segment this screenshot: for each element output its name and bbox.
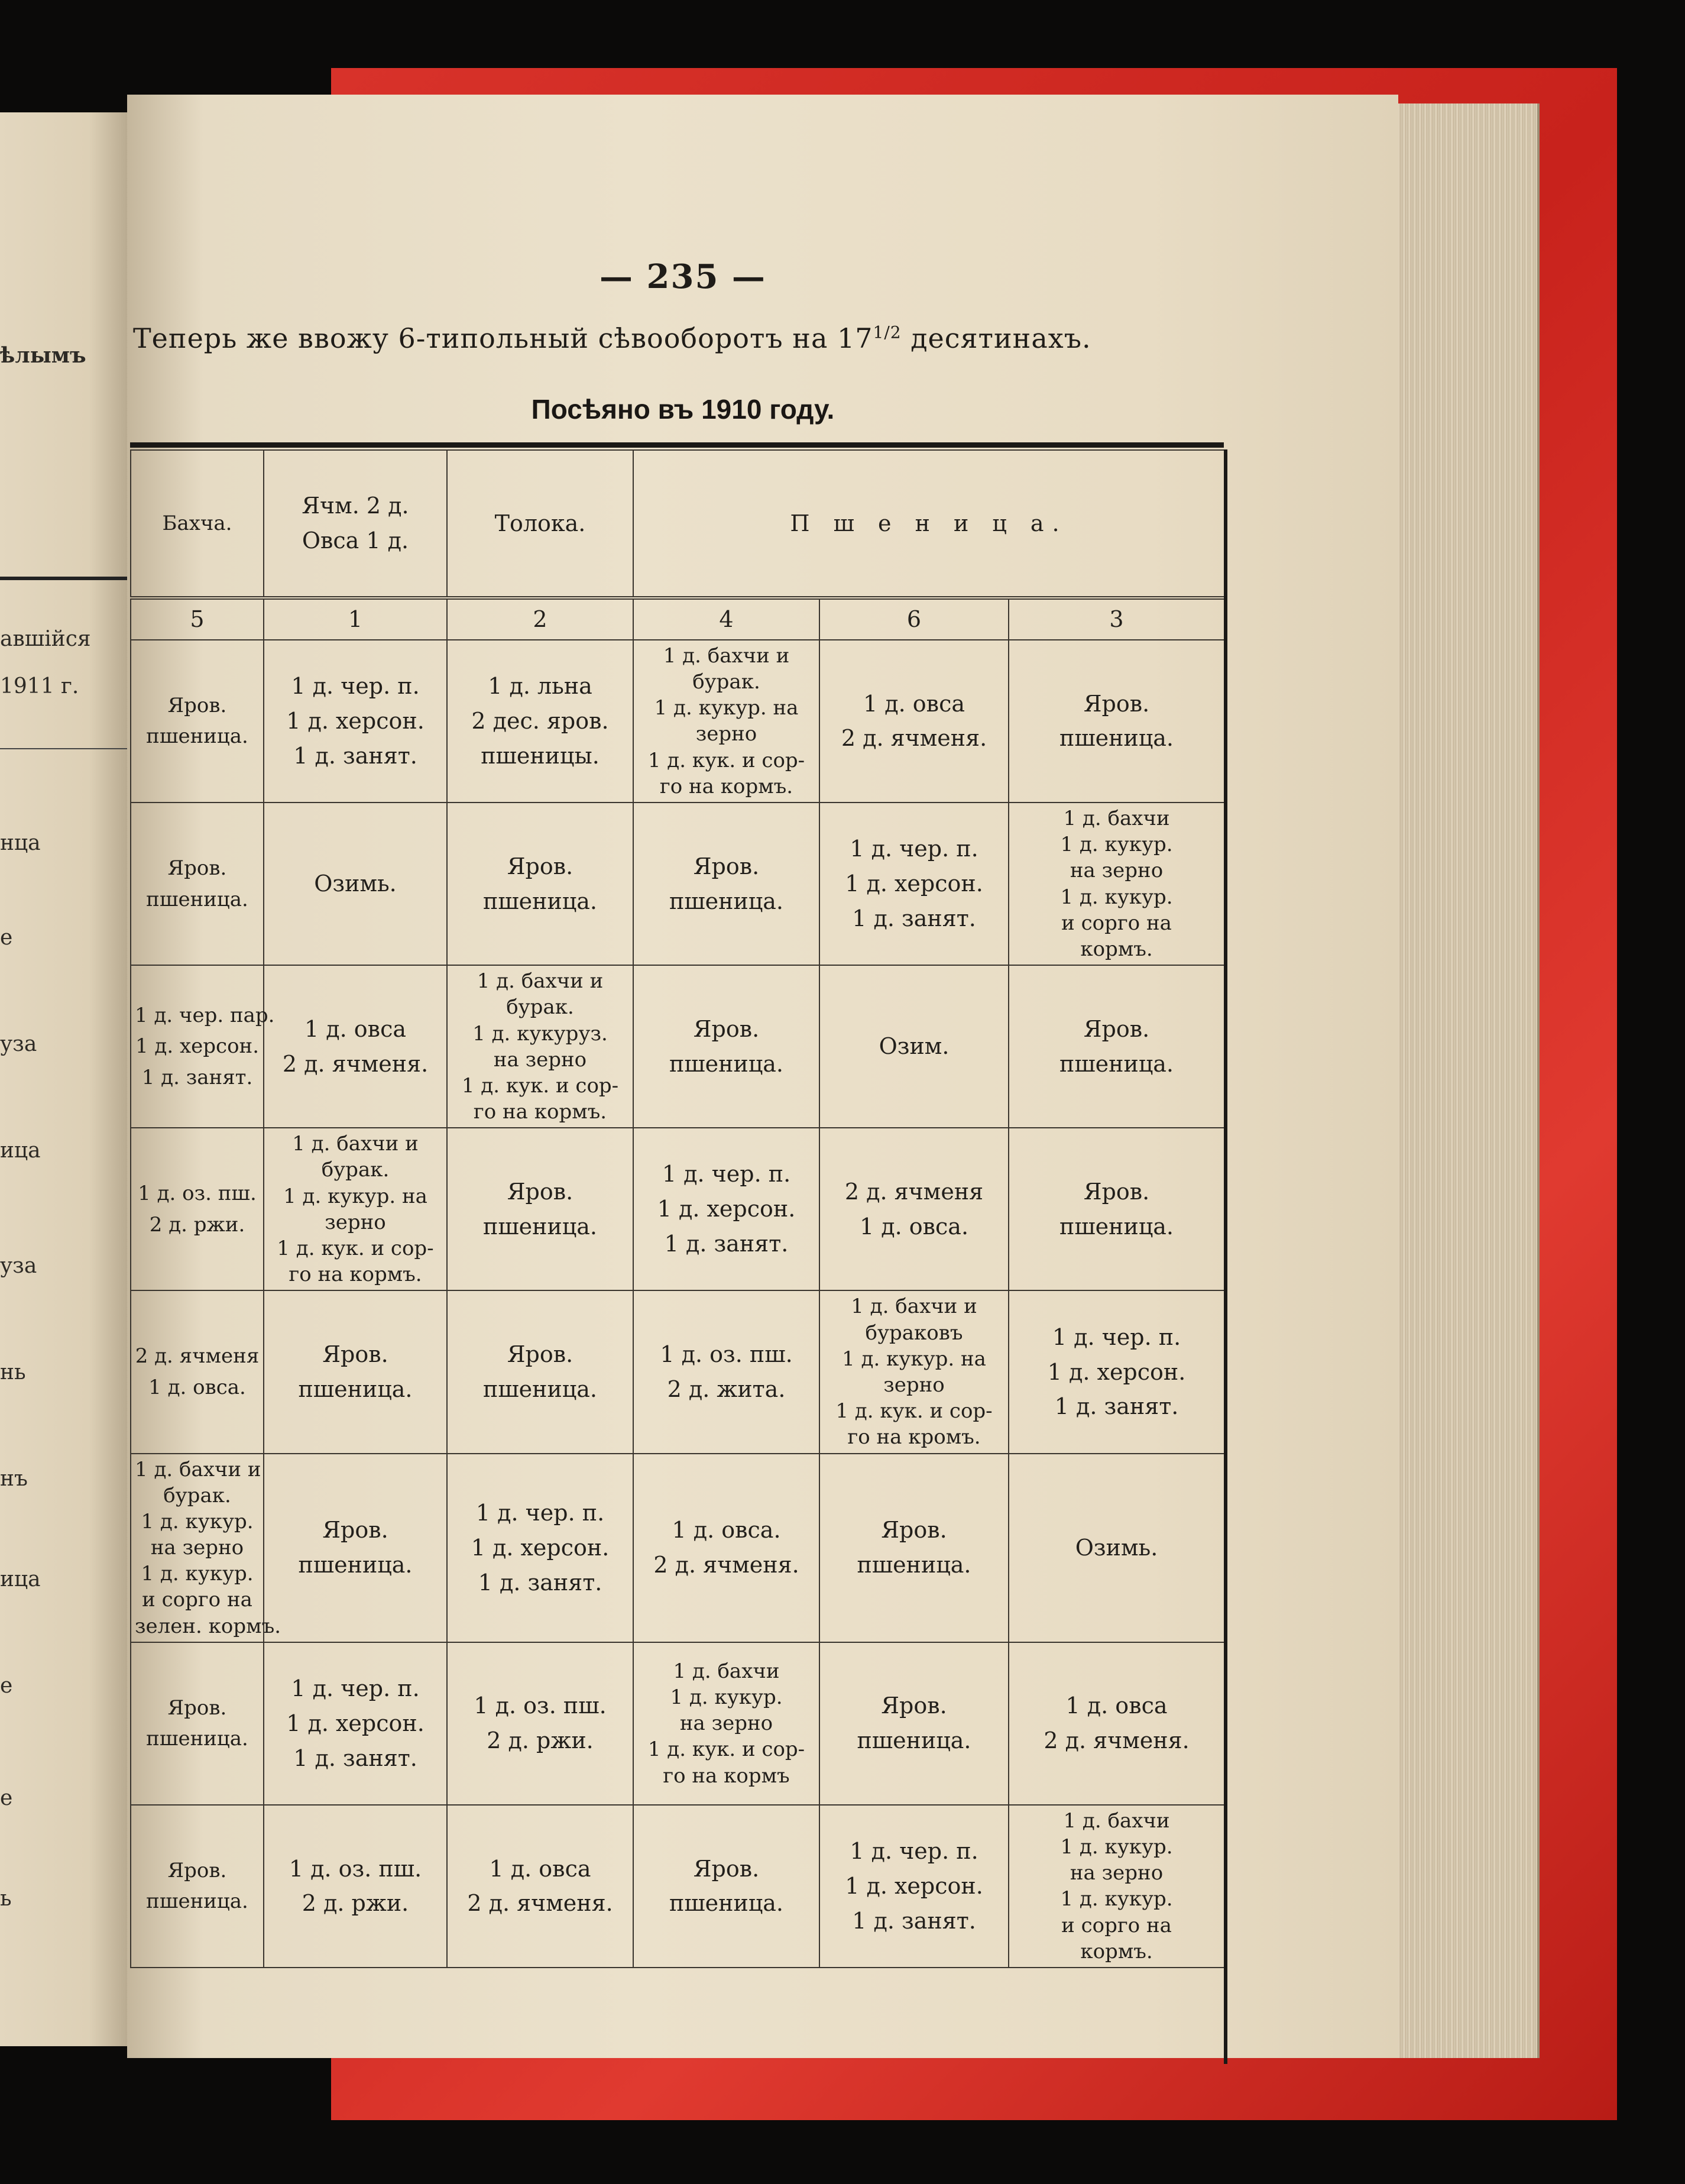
- cell-line: 1 д. кук. и сор-: [647, 748, 805, 772]
- cell-line: зерно: [883, 1373, 945, 1397]
- table-cell: [131, 1642, 264, 1805]
- table-cell: [1009, 1128, 1224, 1290]
- cell-line: 1 д. кукур.: [141, 1509, 254, 1533]
- cell-line: Яров.: [167, 1696, 227, 1720]
- cell-line: бураковъ: [865, 1321, 963, 1345]
- cell-line: 1 д. бахчи: [1063, 1808, 1170, 1833]
- cell-line: пшеница.: [857, 1552, 971, 1578]
- cell-line: 1 д. бахчи и: [292, 1132, 419, 1156]
- table-cell: [1009, 1805, 1224, 1968]
- cell-line: Яров.: [693, 853, 760, 879]
- table-cell: [1009, 1454, 1224, 1642]
- cell-line: Яров.: [1083, 690, 1150, 717]
- cell-line: 1 д. бахчи: [673, 1659, 780, 1683]
- cell-line: Яров.: [1083, 1178, 1150, 1205]
- cell-line: го на кормъ.: [659, 774, 793, 798]
- cell-line: 1 д. овса.: [148, 1375, 246, 1399]
- table-cell: [1009, 640, 1224, 803]
- cell-line: 1 д. оз. пш.: [138, 1182, 257, 1206]
- table-cell: [131, 640, 264, 803]
- field-number-cell: 6: [819, 598, 1009, 640]
- cell-line: пшеница.: [483, 888, 597, 914]
- cell-line: 1 д. кукур. на: [654, 696, 799, 720]
- cell-line: 2 д. жита.: [667, 1376, 786, 1402]
- cell-line: 1 д. овса.: [859, 1213, 969, 1240]
- cell-line: 2 д. ячменя.: [841, 725, 987, 752]
- cell-line: Яров.: [881, 1693, 947, 1719]
- cell-line: 1 д. кукур.: [1060, 1887, 1173, 1911]
- table-cell: [447, 1454, 633, 1642]
- cell-line: 1 д. херсон.: [845, 1872, 983, 1899]
- page-number: — 235 —: [600, 257, 766, 296]
- left-rule: [0, 577, 127, 580]
- cell-line: 1 д. оз. пш.: [660, 1341, 793, 1368]
- table-cell: [447, 1128, 633, 1290]
- table-row: [131, 1454, 1224, 1642]
- table-cell: [1009, 965, 1224, 1128]
- table-row: [131, 803, 1224, 965]
- cell-line: 1 д. херсон.: [1047, 1358, 1186, 1385]
- cell-line: 1 д. овса: [489, 1855, 591, 1882]
- table-cell: [131, 1454, 281, 1642]
- cell-line: 1 д. херсон.: [135, 1034, 260, 1059]
- cell-line: го на кормъ: [663, 1764, 790, 1788]
- left-fragment: авшійся: [0, 627, 91, 651]
- cell-line: бурак.: [163, 1483, 231, 1507]
- cell-line: и сорго на: [142, 1588, 252, 1612]
- cell-line: Яров.: [167, 1858, 227, 1882]
- cell-line: пшеница.: [146, 887, 248, 911]
- cell-line: 1 д. чер. п.: [850, 836, 978, 862]
- table-cell: [131, 803, 264, 965]
- cell-line: 1 д. кук. и сор-: [647, 1738, 805, 1762]
- cell-line: 1 д. чер. п.: [291, 1675, 420, 1701]
- table-cell: [447, 1642, 633, 1805]
- cell-line: 1 д. оз. пш.: [289, 1855, 422, 1882]
- cell-line: 2 д. ячменя.: [282, 1050, 429, 1077]
- table-cell: [633, 803, 819, 965]
- table-cell: [264, 803, 447, 965]
- cell-line: 1 д. занят.: [664, 1231, 789, 1257]
- cell-line: Яров.: [507, 1178, 573, 1205]
- table-cell: [264, 1805, 447, 1968]
- page-edges: [1395, 103, 1540, 2058]
- cell-line: Яров.: [507, 853, 573, 879]
- cell-line: зерно: [325, 1210, 386, 1234]
- table-cell: [131, 1290, 264, 1453]
- cell-line: 2 д. ржи.: [302, 1890, 409, 1917]
- table-cell: [1009, 803, 1224, 965]
- cell-line: 1 д. занят.: [1054, 1393, 1179, 1420]
- left-fragment: ица: [0, 1138, 41, 1163]
- cell-line: Яров.: [322, 1341, 388, 1368]
- cell-line: и сорго на: [1061, 1913, 1172, 1937]
- cell-line: бурак.: [692, 670, 760, 694]
- cell-line: 1 д. чер. пар.: [135, 1003, 275, 1027]
- cell-line: 1 д. херсон.: [657, 1196, 796, 1222]
- cell-line: 1 д. кук. и сор-: [277, 1237, 434, 1261]
- cell-line: 1 д. кукур.: [1060, 885, 1173, 909]
- cell-line: пшеница.: [483, 1213, 597, 1240]
- header-cell: [264, 450, 447, 598]
- left-rule: [0, 748, 127, 749]
- left-fragment: е: [0, 926, 13, 950]
- cell-line: 1 д. бахчи и: [135, 1457, 261, 1481]
- cell-line: го на кормъ.: [289, 1263, 422, 1287]
- field-number-cell: 2: [447, 598, 633, 640]
- table-cell: [819, 1642, 1009, 1805]
- table-cell: [447, 965, 633, 1128]
- cell-line: 1 д. чер. п.: [291, 673, 420, 700]
- cell-line: 2 д. ячменя.: [467, 1890, 613, 1917]
- cell-line: 1 д. бахчи и: [477, 969, 604, 994]
- cell-line: 1 д. кукур.: [1060, 1835, 1173, 1859]
- cell-line: на зерно: [493, 1047, 587, 1072]
- table-right-rule: [1224, 449, 1227, 2064]
- field-number-cell: 4: [633, 598, 819, 640]
- cell-line: 1 д. оз. пш.: [474, 1693, 607, 1719]
- left-fragment: ѣлымъ: [0, 343, 86, 368]
- cell-line: Бахча.: [162, 511, 232, 535]
- cell-line: 2 д. ржи.: [487, 1727, 594, 1754]
- cell-line: 1 д. херсон.: [286, 708, 425, 734]
- cell-line: 1 д. занят.: [293, 742, 417, 769]
- cell-line: Яров.: [507, 1341, 573, 1368]
- cell-line: 1 д. херсон.: [471, 1534, 610, 1561]
- cell-line: Озим.: [879, 1033, 950, 1060]
- rotation-table: [130, 449, 1225, 1968]
- cell-line: Яров.: [167, 856, 227, 880]
- table-cell: [447, 803, 633, 965]
- cell-line: 1 д. овса.: [672, 1517, 781, 1544]
- table-cell: [1009, 1290, 1224, 1453]
- field-number-row: [131, 598, 1224, 640]
- cell-line: пшеница.: [857, 1727, 971, 1754]
- cell-line: 1 д. овса: [1065, 1693, 1168, 1719]
- table-cell: [633, 1642, 819, 1805]
- table-cell: [447, 1290, 633, 1453]
- cell-line: 1 д. занят.: [293, 1745, 417, 1771]
- table-cell: [819, 1454, 1009, 1642]
- cell-line: 1 д. занят.: [852, 1907, 976, 1934]
- table-cell: [819, 1290, 1009, 1453]
- table-row: [131, 1128, 1224, 1290]
- table-cell: [819, 1805, 1009, 1968]
- cell-line: пшеницы.: [481, 742, 600, 769]
- cell-line: пшеница.: [298, 1376, 413, 1402]
- table-cell: [633, 1454, 819, 1642]
- cell-line: Овса 1 д.: [302, 528, 409, 554]
- table-cell: [819, 803, 1009, 965]
- header-cell: [633, 450, 1224, 598]
- table-cell: [633, 640, 819, 803]
- cell-line: зерно: [695, 722, 757, 746]
- cell-line: на зерно: [679, 1711, 773, 1736]
- table-row: [131, 1805, 1224, 1968]
- intro-text-end: десятинахъ.: [901, 322, 1091, 354]
- cell-line: пшеница.: [669, 1890, 783, 1917]
- cell-line: 1 д. чер. п.: [1052, 1324, 1181, 1350]
- cell-line: Яров.: [1083, 1015, 1150, 1042]
- table-cell: [264, 1642, 447, 1805]
- cell-line: 1 д. кукур.: [670, 1685, 783, 1710]
- cell-line: Яров.: [693, 1015, 760, 1042]
- cell-line: 2 д. ржи.: [149, 1212, 245, 1237]
- table-cell: [264, 1128, 447, 1290]
- table-cell: [264, 1290, 447, 1453]
- table-row: [131, 1642, 1224, 1805]
- cell-line: 2 д. ячменя.: [653, 1552, 799, 1578]
- table-cell: [819, 965, 1009, 1128]
- cell-line: 1 д. херсон.: [845, 871, 983, 897]
- cell-line: Озимь.: [1075, 1534, 1158, 1561]
- left-fragment: 1911 г.: [0, 674, 79, 698]
- cell-line: 1 д. овса: [863, 690, 965, 717]
- table-cell: [633, 1128, 819, 1290]
- table-cell: [131, 1128, 264, 1290]
- table-cell: [1009, 1642, 1224, 1805]
- cell-line: 1 д. херсон.: [286, 1710, 425, 1736]
- cell-line: го на кормъ.: [473, 1100, 607, 1124]
- cell-line: 2 д. ячменя: [135, 1344, 260, 1368]
- field-number-cell: 5: [131, 598, 264, 640]
- cell-line: пшеница.: [1059, 1050, 1174, 1077]
- table-cell: [264, 1454, 447, 1642]
- field-number-cell: 1: [264, 598, 447, 640]
- table-cell: [819, 640, 1009, 803]
- cell-line: го на кромъ.: [847, 1425, 981, 1449]
- cell-line: 1 д. бахчи и: [851, 1295, 977, 1319]
- left-page: [0, 112, 127, 2046]
- cell-line: 1 д. бахчи и: [663, 643, 790, 668]
- cell-line: бурак.: [321, 1158, 390, 1182]
- cell-line: и сорго на: [1061, 911, 1172, 935]
- intro-fraction: 1/2: [873, 322, 902, 342]
- cell-line: 1 д. кукур.: [1060, 833, 1173, 857]
- left-fragment: ица: [0, 1567, 41, 1591]
- cell-line: на зерно: [1070, 1861, 1164, 1885]
- cell-line: 1 д. кукур.: [141, 1562, 254, 1586]
- right-page: [127, 95, 1398, 2058]
- table-cell: [819, 1128, 1009, 1290]
- table-cell: [447, 1805, 633, 1968]
- table-cell: [131, 1805, 264, 1968]
- intro-text: Теперь же ввожу 6-типольный сѣвооборотъ на 17: [133, 322, 873, 354]
- left-fragment: нъ: [0, 1467, 28, 1491]
- table-cell: [264, 965, 447, 1128]
- left-fragment: нца: [0, 831, 41, 855]
- table-cell: [131, 965, 275, 1128]
- table-header-row: [131, 450, 1224, 598]
- cell-line: 1 д. чер. п.: [475, 1499, 605, 1526]
- cell-line: пшеница.: [146, 724, 248, 749]
- header-cell: [447, 450, 633, 598]
- cell-line: 1 д. льна: [488, 673, 592, 700]
- table-cell: [633, 965, 819, 1128]
- left-fragment: уза: [0, 1254, 37, 1278]
- cell-line: пшеница.: [483, 1376, 597, 1402]
- cell-line: Яров.: [693, 1855, 760, 1882]
- cell-line: 1 д. кук. и сор-: [835, 1399, 993, 1423]
- cell-line: 1 д. занят.: [141, 1066, 253, 1090]
- table-cell: [264, 640, 447, 803]
- cell-line: 1 д. бахчи: [1063, 807, 1170, 831]
- cell-line: на зерно: [150, 1536, 244, 1560]
- field-number-cell: 3: [1009, 598, 1224, 640]
- cell-line: пшеница.: [1059, 725, 1174, 752]
- cell-line: 1 д. занят.: [478, 1569, 602, 1596]
- table-top-rule: [130, 442, 1224, 448]
- cell-line: кормъ.: [1080, 937, 1153, 961]
- cell-line: на зерно: [1070, 859, 1164, 883]
- cell-line: П ш е н и ц а.: [790, 510, 1068, 536]
- cell-line: 1 д. чер. п.: [662, 1161, 791, 1188]
- cell-line: пшеница.: [669, 1050, 783, 1077]
- cell-line: Яров.: [167, 693, 227, 717]
- left-fragment: нь: [0, 1360, 26, 1384]
- cell-line: 1 д. чер. п.: [850, 1838, 978, 1865]
- cell-line: 1 д. кукуруз.: [472, 1021, 608, 1046]
- cell-line: 2 дес. яров.: [471, 708, 609, 734]
- table-row: [131, 965, 1224, 1128]
- cell-line: Озимь.: [314, 871, 397, 897]
- cell-line: 1 д. кук. и сор-: [461, 1073, 619, 1098]
- cell-line: бурак.: [506, 995, 574, 1020]
- cell-line: Яров.: [881, 1517, 947, 1544]
- intro-line: [133, 322, 1256, 354]
- cell-line: 1 д. кукур. на: [283, 1184, 427, 1208]
- cell-line: Толока.: [494, 510, 586, 536]
- table-cell: [447, 640, 633, 803]
- header-cell: [131, 450, 264, 598]
- cell-line: кормъ.: [1080, 1939, 1153, 1963]
- table-cell: [633, 1290, 819, 1453]
- left-fragment: уза: [0, 1032, 37, 1056]
- cell-line: зелен. кормъ.: [135, 1614, 281, 1638]
- cell-line: 1 д. кукур. на: [842, 1347, 986, 1371]
- cell-line: Яров.: [322, 1517, 388, 1544]
- table-heading: Посѣяно въ 1910 году.: [531, 394, 835, 425]
- cell-line: 2 д. ячменя: [844, 1178, 984, 1205]
- cell-line: 1 д. занят.: [852, 905, 976, 932]
- table-cell: [633, 1805, 819, 1968]
- left-fragment: е: [0, 1674, 13, 1698]
- table-row: [131, 1290, 1224, 1453]
- cell-line: Ячм. 2 д.: [302, 493, 409, 519]
- cell-line: пшеница.: [146, 1889, 248, 1914]
- left-fragment: е: [0, 1786, 13, 1810]
- cell-line: пшеница.: [146, 1727, 248, 1751]
- cell-line: пшеница.: [298, 1552, 413, 1578]
- cell-line: 2 д. ячменя.: [1044, 1727, 1190, 1754]
- cell-line: 1 д. овса: [304, 1015, 407, 1042]
- table-row: [131, 640, 1224, 803]
- left-fragment: ь: [0, 1887, 12, 1911]
- cell-line: пшеница.: [1059, 1213, 1174, 1240]
- cell-line: пшеница.: [669, 888, 783, 914]
